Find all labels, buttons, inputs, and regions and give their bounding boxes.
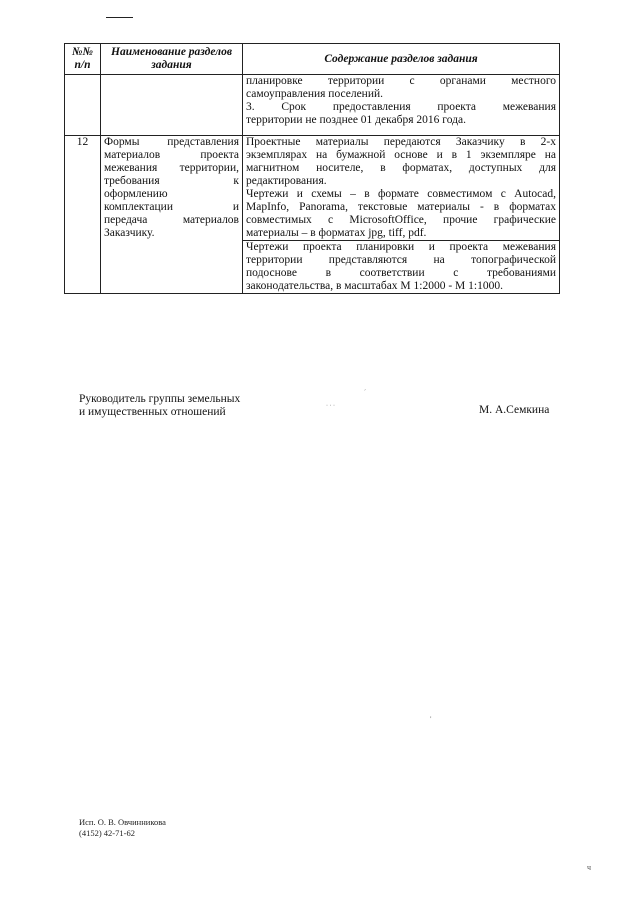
signatory-name: М. А.Семкина	[479, 404, 550, 416]
page-mark: ч	[587, 863, 592, 872]
text-line: территории представляются на топографической	[246, 254, 556, 266]
text-line: 3. Срок предоставления проекта межевания	[246, 101, 556, 113]
assignment-table	[64, 43, 560, 294]
cell-section-content	[243, 136, 560, 294]
executor-phone: (4152) 42-71-62	[79, 828, 135, 838]
top-rule	[106, 17, 133, 18]
scan-speck: ,	[430, 713, 432, 719]
text-line: требования к	[104, 175, 239, 187]
signatory-title	[79, 393, 240, 419]
header-section-name: Наименование разделов задания	[101, 44, 243, 75]
text-line: законодательства, в масштабах М 1:2000 - М 1:1000.	[246, 280, 503, 292]
cell-number-empty	[65, 75, 101, 136]
text-line: материалы – в форматах jpg, tiff, pdf.	[246, 227, 427, 239]
table-row	[65, 136, 560, 294]
text-line: комплектации и	[104, 201, 239, 213]
text-line: планировке территории с органами местного	[246, 75, 556, 87]
text-line: подоснове в соответствии с требованиями	[246, 267, 556, 279]
text-line: передача материалов	[104, 214, 239, 226]
text-line: территории не позднее 01 декабря 2016 года.	[246, 114, 466, 126]
text-line: Чертежи проекта планировки и проекта межевания	[246, 241, 556, 253]
text-line: Формы представления	[104, 136, 239, 148]
text-line: MapInfo, Panorama, текстовые материалы - в форматах	[246, 201, 556, 213]
cell-content-continuation	[243, 75, 560, 136]
text-line: редактирования.	[246, 175, 327, 187]
text-line: межевания территории,	[104, 162, 239, 174]
text-line: Заказчику.	[104, 227, 155, 239]
executor-name: Исп. О. В. Овчинникова	[79, 817, 166, 827]
signature-mark: · · ·	[326, 403, 335, 409]
text-line: Проектные материалы передаются Заказчику в 2-х	[246, 136, 556, 148]
table-header-row	[65, 44, 560, 75]
header-section-content: Содержание разделов задания	[243, 44, 560, 75]
cell-number: 12	[65, 136, 101, 294]
table-row	[65, 75, 560, 136]
content-paragraph	[246, 188, 556, 240]
signature-mark: ´	[364, 390, 366, 396]
content-paragraph	[243, 240, 559, 293]
text-line: оформлению	[104, 188, 168, 200]
text-line: самоуправления поселений.	[246, 88, 384, 100]
footer	[79, 817, 166, 839]
cell-name-empty	[101, 75, 243, 136]
text-line: магнитном носителе, в форматах, доступных для	[246, 162, 556, 174]
content-paragraph	[246, 136, 556, 188]
signatory-title-line: и имущественных отношений	[79, 406, 226, 418]
text-line: экземплярах на бумажной основе и в 1 экземпляре на	[246, 149, 556, 161]
text-line: Чертежи и схемы – в формате совместимом с Autocad,	[246, 188, 556, 200]
signatory-title-line: Руководитель группы земельных	[79, 393, 241, 405]
cell-section-name	[101, 136, 243, 294]
header-number: №№ п/п	[65, 44, 101, 75]
text-line: материалов проекта	[104, 149, 239, 161]
text-line: совместимых с MicrosoftOffice, прочие графические	[246, 214, 556, 226]
